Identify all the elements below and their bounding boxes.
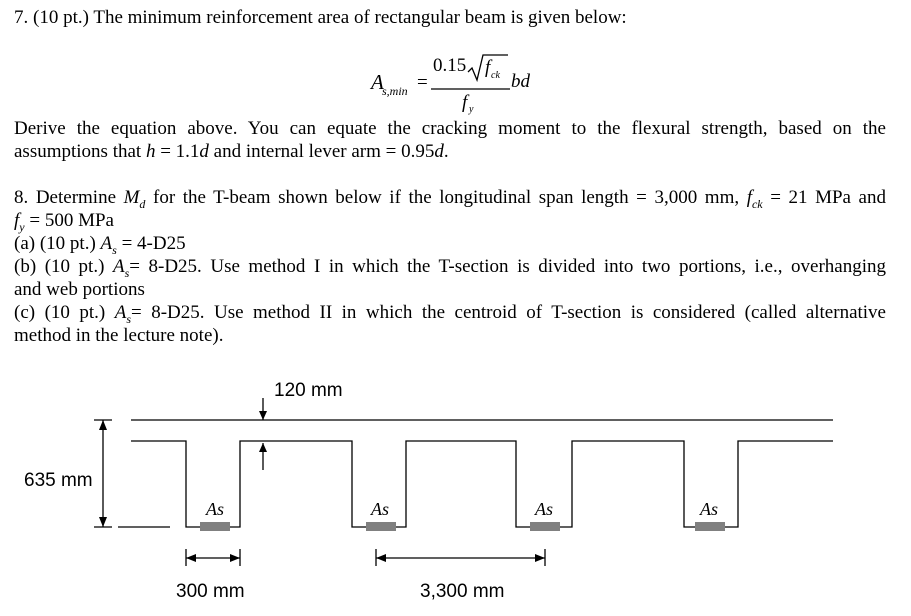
rebar-bar: [695, 522, 725, 531]
total-depth-label: 635 mm: [24, 470, 93, 491]
q8-part-b-line2: and web portions: [14, 279, 145, 300]
q7-heading: 7. (10 pt.) The minimum reinforcement area of rectangular beam is given below:: [14, 7, 627, 28]
q8-part-c-line2: method in the lecture note).: [14, 325, 224, 346]
q8-part-b-line1: (b) (10 pt.) $A_s= 8-D25$. Use method I in which the T-section is divided into two portions, i.e., overhanging: [14, 256, 887, 280]
flange-thickness-label: 120 mm: [274, 380, 343, 401]
q7-derive-line2: assumptions that h = 1.1d and internal lever arm = 0.95d.: [14, 141, 449, 162]
rebar-label: As: [371, 499, 389, 519]
web-width-label: 300 mm: [176, 581, 245, 602]
formula-denominator-var: f: [462, 92, 468, 113]
q7-derive-line1: Derive the equation above. You can equate the cracking moment to the flexural strength, based on the: [14, 118, 886, 139]
formula-sqrt-sub: ck: [491, 70, 500, 81]
rebar-bar: [530, 522, 560, 531]
rebar-bar: [200, 522, 230, 531]
formula-sqrt-var: f: [485, 57, 491, 78]
formula-lhs-symbol: A: [371, 70, 384, 94]
q8-part-c-line1: (c) (10 pt.) $A_s= 8-D25$. Use method II in which the centroid of T-section is considered (called alternative: [14, 302, 886, 326]
q8-part-a: (a) (10 pt.) $A_s = 4-D25$: [14, 233, 186, 257]
rebar-label: As: [535, 499, 553, 519]
slab-bottom-outline: [131, 441, 833, 527]
rebar-bar: [366, 522, 396, 531]
rebar-label: As: [206, 499, 224, 519]
rebar-label: As: [700, 499, 718, 519]
spacing-label: 3,300 mm: [420, 581, 505, 602]
formula-trailing-bd: bd: [511, 71, 530, 92]
q8-line1: 8. Determine $M_d$ for the T-beam shown below if the longitudinal span length = 3,000 mm, $f_{ck} = 21$ MPa and: [14, 187, 886, 211]
formula-equals: =: [417, 72, 428, 93]
formula-denominator-sub: y: [469, 104, 474, 115]
q8-line2: $f_y = 500$ MPa: [14, 210, 114, 234]
formula-lhs-subscript: s,min: [382, 84, 408, 98]
formula-numerator-coef: 0.15: [433, 55, 467, 76]
